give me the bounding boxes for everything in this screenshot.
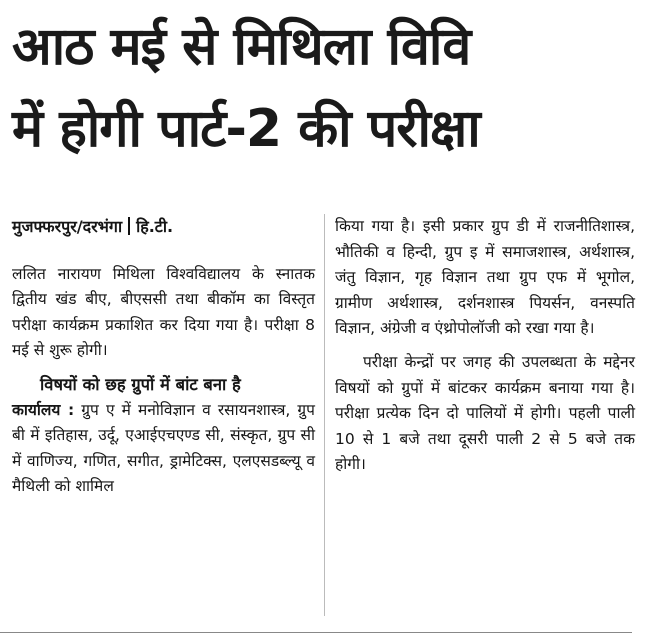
dateline-separator	[128, 217, 130, 235]
headline-line-2: में होगी पार्ट-2 की परीक्षा	[12, 99, 480, 159]
article-paragraph-4: परीक्षा केन्द्रों पर जगह की उपलब्धता के मद्देनर विषयों को ग्रुपों में बांटकर कार्यक्रम बनाया गया है। परीक्षा प्रत्येक दिन दो पालियों में होगी। पहली पाली 10 से 1 बजे तथा दूसरी पाली 2 से 5 बजे तक होगी।	[335, 352, 635, 474]
article-paragraph-2	[12, 398, 315, 500]
left-column	[12, 214, 315, 508]
article-subhead: विषयों को छह ग्रुपों में बांट बना है	[40, 374, 241, 394]
article-paragraph-2-text: ग्रुप ए में मनोविज्ञान व रसायनशास्त्र, ग्रुप बी में इतिहास, उर्दू, एआईएचएण्ड सी, संस्कृत, ग्रुप सी में वाणिज्य, गणित, सगीत, ड्रामेटिक्स, एलएसडब्ल्यू व मैथिली को शामिल	[12, 400, 315, 496]
headline-line-1: आठ मई से मिथिला विवि	[12, 17, 471, 77]
right-column	[335, 214, 635, 486]
dateline	[12, 214, 315, 240]
article-paragraph-1: ललित नारायण मिथिला विश्वविद्यालय के स्नातक द्वितीय खंड बीए, बीएससी तथा बीकॉम का विस्तृत परीक्षा कार्यक्रम प्रकाशित कर दिया गया है। परीक्षा 8 मई से शुरू होगी।	[12, 264, 315, 360]
article-lead-word: कार्यालय :	[12, 400, 75, 419]
bottom-rule	[0, 632, 632, 633]
article-paragraph-3: किया गया है। इसी प्रकार ग्रुप डी में राजनीतिशास्त्र, भौतिकी व हिन्दी, ग्रुप इ में समाजशास्त्र, अर्थशास्त्र, जंतु विज्ञान, गृह विज्ञान तथा ग्रुप एफ में भूगोल, ग्रामीण अर्थशास्त्र, दर्शनशास्त्र पियर्सन, वनस्पति विज्ञान, अंग्रेजी व एंथ्रोपोलॉजी को रखा गया है।	[335, 217, 635, 338]
headline	[12, 6, 637, 170]
dateline-source: हि.टी.	[136, 217, 174, 236]
column-divider	[324, 214, 325, 616]
dateline-place: मुजफ्फरपुर/दरभंगा	[12, 217, 123, 236]
